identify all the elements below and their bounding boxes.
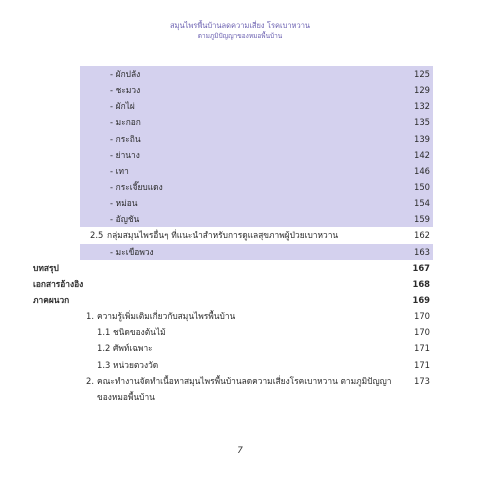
toc-entry: - อัญชัน — [110, 214, 140, 225]
toc-row — [80, 195, 433, 211]
toc-page: 146 — [414, 165, 430, 176]
toc-row — [80, 324, 433, 340]
toc-entry: - ผักไผ่ — [110, 101, 135, 112]
table-of-contents — [33, 66, 433, 405]
toc-entry: กลุ่มสมุนไพรอื่นๆ ที่แนะนำสำหรับการดูแลสุขภาพผู้ป่วยเบาหวาน — [107, 230, 339, 241]
toc-page: 173 — [414, 375, 430, 386]
toc-page: 170 — [414, 327, 430, 338]
toc-entry: หน่วยตวงวัด — [113, 359, 159, 370]
toc-entry: ชนิดของต้นไม้ — [113, 327, 166, 338]
toc-entry: - ย่านาง — [110, 149, 140, 160]
toc-number: 2. — [86, 375, 94, 386]
toc-row — [80, 179, 433, 195]
toc-entry: คณะทำงานจัดทำเนื้อหาสมุนไพรพื้นบ้านลดความเสี่ยงโรคเบาหวาน ตามภูมิปัญญา ของหมอพื้นบ้าน — [97, 375, 392, 402]
toc-row — [80, 147, 433, 163]
toc-page: 129 — [414, 85, 430, 96]
toc-row — [80, 373, 433, 405]
toc-heading: บทสรุป — [33, 262, 59, 273]
toc-page: 139 — [414, 133, 430, 144]
toc-number: 1.3 — [97, 359, 111, 370]
running-header — [0, 20, 480, 41]
toc-page: 142 — [414, 149, 430, 160]
toc-page: 159 — [414, 214, 430, 225]
toc-row — [80, 114, 433, 130]
toc-number: 2.5 — [90, 230, 104, 241]
toc-entry: - ผักปลัง — [110, 69, 141, 79]
toc-row — [30, 260, 433, 276]
toc-page: 162 — [414, 230, 430, 241]
toc-page: 169 — [412, 294, 430, 305]
toc-page: 168 — [412, 278, 430, 289]
toc-row — [30, 276, 433, 292]
toc-number: 1.2 — [97, 343, 111, 354]
toc-entry: - ชะมวง — [110, 85, 141, 96]
toc-row — [80, 227, 433, 243]
toc-heading: ภาคผนวก — [33, 294, 70, 305]
page-number: 7 — [237, 446, 243, 456]
toc-entry: - หม่อน — [110, 198, 138, 209]
toc-page: 170 — [414, 311, 430, 322]
toc-page: 167 — [412, 262, 430, 273]
toc-page: 135 — [414, 117, 430, 128]
toc-page: 171 — [414, 343, 430, 354]
toc-number: 1.1 — [97, 327, 111, 338]
toc-row — [80, 211, 433, 227]
toc-row — [80, 244, 433, 260]
toc-heading: เอกสารอ้างอิง — [33, 278, 84, 289]
toc-entry: ความรู้เพิ่มเติมเกี่ยวกับสมุนไพรพื้นบ้าน — [97, 311, 236, 322]
toc-row — [80, 163, 433, 179]
toc-page: 132 — [414, 101, 430, 112]
toc-row — [80, 340, 433, 356]
toc-row — [80, 308, 433, 324]
toc-page: 171 — [414, 359, 430, 370]
toc-page: 163 — [414, 246, 430, 257]
toc-entry: - กระถิน — [110, 133, 141, 144]
toc-page: 154 — [414, 198, 430, 209]
toc-page: 125 — [414, 69, 430, 79]
toc-row — [80, 357, 433, 373]
header-subtitle: ตามภูมิปัญญาของหมอพื้นบ้าน — [197, 32, 283, 40]
toc-row — [80, 98, 433, 114]
toc-row — [80, 66, 433, 82]
toc-number: 1. — [86, 311, 94, 322]
toc-row — [80, 82, 433, 98]
toc-entry: ศัพท์เฉพาะ — [113, 343, 153, 354]
toc-entry: - กระเจี๊ยบแดง — [110, 181, 163, 192]
toc-page: 150 — [414, 181, 430, 192]
toc-entry: - มะเขือพวง — [110, 246, 154, 257]
header-title: สมุนไพรพื้นบ้านลดความเสี่ยง โรคเบาหวาน — [169, 21, 311, 30]
toc-row — [30, 292, 433, 308]
toc-entry: - เทา — [110, 165, 129, 176]
toc-entry: - มะกอก — [110, 117, 141, 128]
toc-row — [80, 131, 433, 147]
